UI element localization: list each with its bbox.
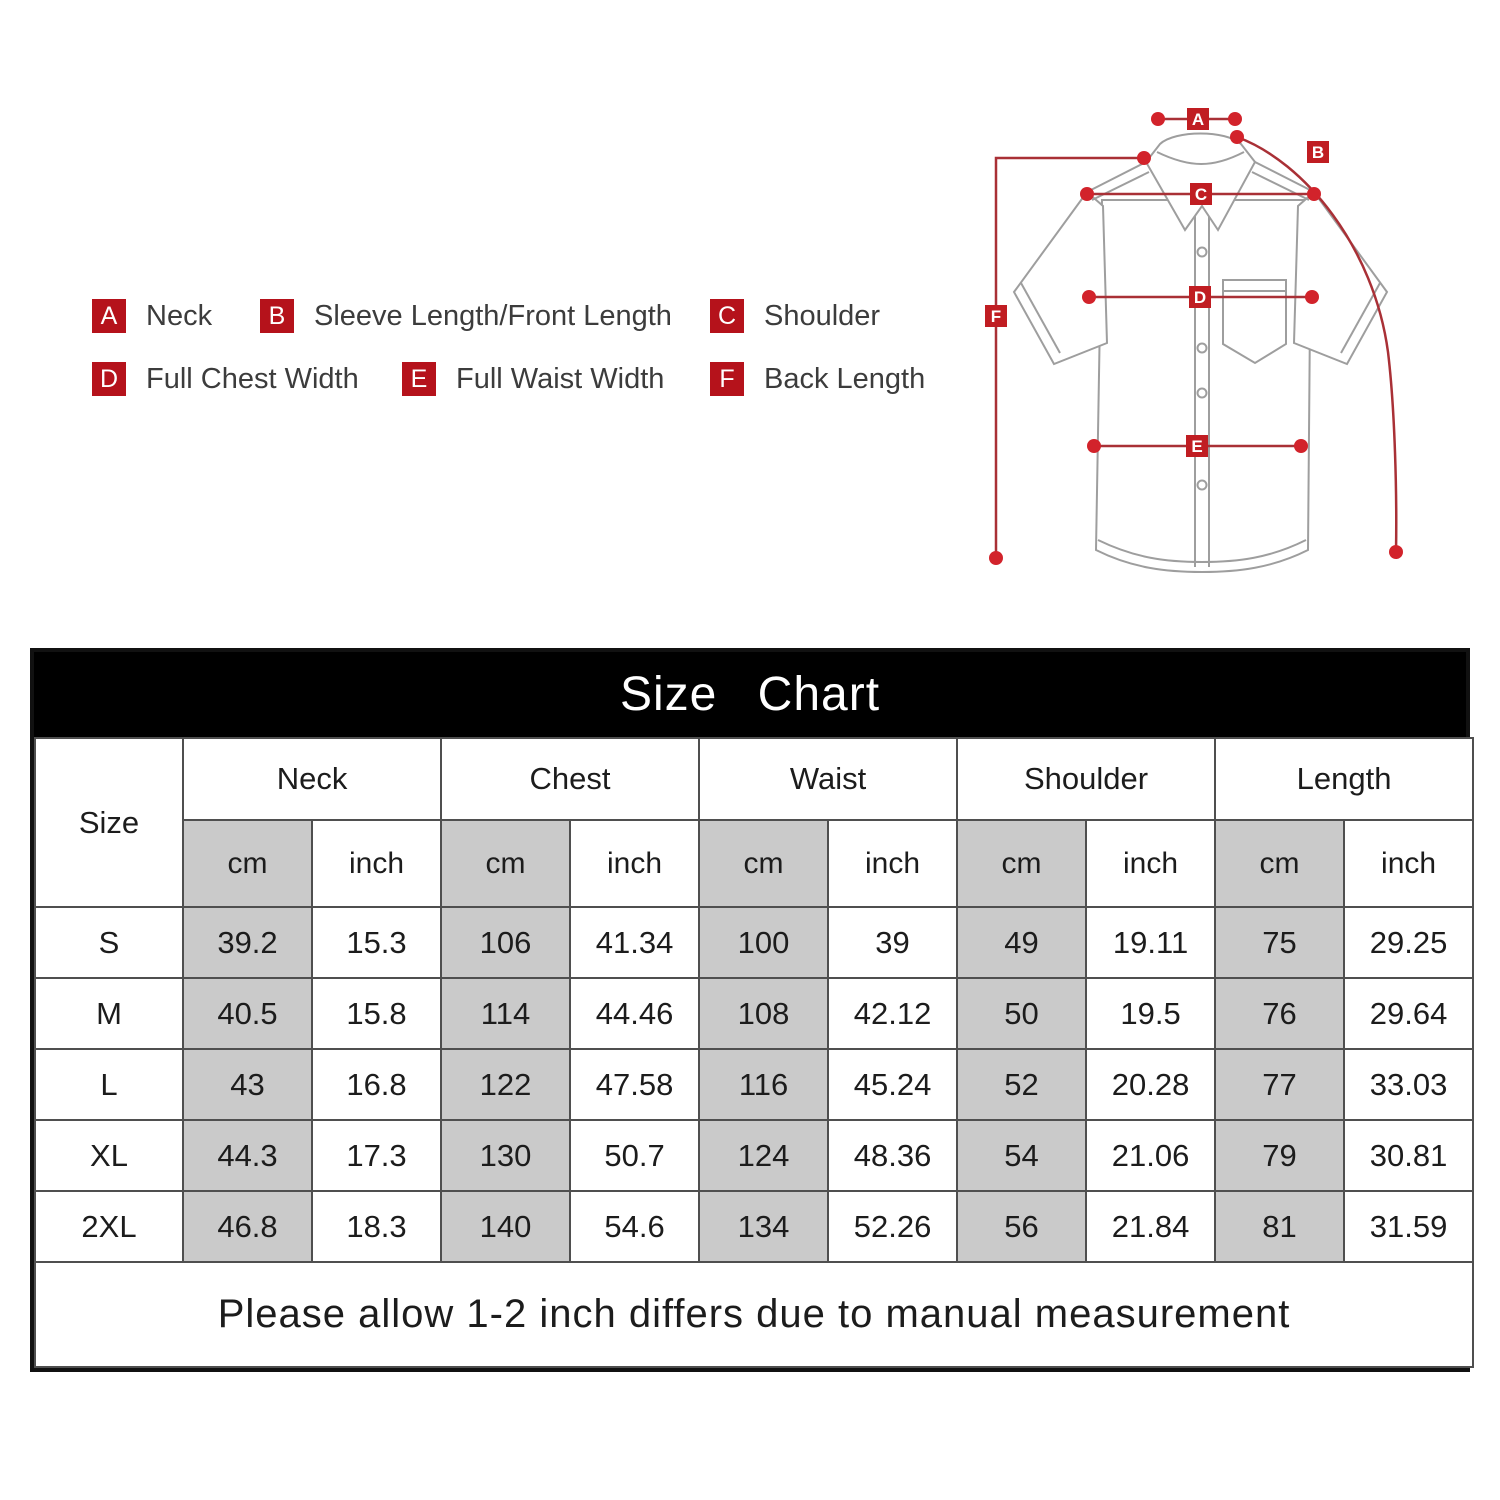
legend-label-sleeve-length: Sleeve Length/Front Length	[314, 299, 672, 332]
value-cell: 44.46	[570, 978, 699, 1049]
value-cell: 41.34	[570, 907, 699, 978]
legend-key-b: B	[260, 299, 294, 333]
size-label: 2XL	[35, 1191, 183, 1262]
value-cell: 31.59	[1344, 1191, 1473, 1262]
value-cell: 48.36	[828, 1120, 957, 1191]
legend-item-back-length	[710, 362, 925, 396]
marker-d: D	[1193, 288, 1207, 307]
marker-a: A	[1191, 110, 1205, 129]
value-cell: 15.3	[312, 907, 441, 978]
value-cell: 100	[699, 907, 828, 978]
legend-item-chest-width	[92, 362, 359, 396]
legend-item-sleeve-length	[260, 299, 672, 333]
value-cell: 124	[699, 1120, 828, 1191]
unit-header-cm: cm	[1215, 820, 1344, 907]
legend-label-neck: Neck	[146, 299, 213, 332]
marker-f: F	[990, 307, 1002, 326]
value-cell: 122	[441, 1049, 570, 1120]
group-header-waist: Waist	[699, 738, 957, 820]
value-cell: 76	[1215, 978, 1344, 1049]
value-cell: 134	[699, 1191, 828, 1262]
unit-header-cm: cm	[957, 820, 1086, 907]
table-row-xl	[35, 1120, 1473, 1191]
value-cell: 106	[441, 907, 570, 978]
unit-header-inch: inch	[1344, 820, 1473, 907]
unit-header-inch: inch	[570, 820, 699, 907]
value-cell: 56	[957, 1191, 1086, 1262]
value-cell: 50	[957, 978, 1086, 1049]
legend-key-d: D	[92, 362, 126, 396]
legend-item-waist-width	[402, 362, 664, 396]
table-row-m	[35, 978, 1473, 1049]
unit-header-cm: cm	[183, 820, 312, 907]
marker-b: B	[1311, 143, 1325, 162]
group-header-chest: Chest	[441, 738, 699, 820]
value-cell: 40.5	[183, 978, 312, 1049]
group-header-shoulder: Shoulder	[957, 738, 1215, 820]
unit-header-cm: cm	[441, 820, 570, 907]
value-cell: 15.8	[312, 978, 441, 1049]
size-label: XL	[35, 1120, 183, 1191]
value-cell: 30.81	[1344, 1120, 1473, 1191]
value-cell: 130	[441, 1120, 570, 1191]
value-cell: 29.64	[1344, 978, 1473, 1049]
unit-header-inch: inch	[1086, 820, 1215, 907]
size-label: M	[35, 978, 183, 1049]
unit-header-cm: cm	[699, 820, 828, 907]
value-cell: 77	[1215, 1049, 1344, 1120]
table-row-2xl	[35, 1191, 1473, 1262]
size-label: S	[35, 907, 183, 978]
size-label: L	[35, 1049, 183, 1120]
size-chart-table	[30, 648, 1470, 1372]
column-group-header-row	[35, 738, 1473, 820]
note-row	[35, 1262, 1473, 1367]
value-cell: 45.24	[828, 1049, 957, 1120]
legend-key-f: F	[710, 362, 744, 396]
legend-label-chest-width: Full Chest Width	[146, 362, 359, 395]
value-cell: 75	[1215, 907, 1344, 978]
value-cell: 54.6	[570, 1191, 699, 1262]
value-cell: 52	[957, 1049, 1086, 1120]
group-header-length: Length	[1215, 738, 1473, 820]
value-cell: 44.3	[183, 1120, 312, 1191]
corner-header: Size	[35, 738, 183, 907]
group-header-neck: Neck	[183, 738, 441, 820]
value-cell: 18.3	[312, 1191, 441, 1262]
value-cell: 39	[828, 907, 957, 978]
value-cell: 17.3	[312, 1120, 441, 1191]
table-title: Size Chart	[34, 652, 1466, 737]
unit-header-inch: inch	[828, 820, 957, 907]
marker-c: C	[1194, 185, 1208, 204]
unit-header-inch: inch	[312, 820, 441, 907]
value-cell: 20.28	[1086, 1049, 1215, 1120]
value-cell: 39.2	[183, 907, 312, 978]
value-cell: 43	[183, 1049, 312, 1120]
measurement-note: Please allow 1-2 inch differs due to manual measurement	[35, 1262, 1473, 1367]
value-cell: 46.8	[183, 1191, 312, 1262]
value-cell: 81	[1215, 1191, 1344, 1262]
unit-header-row	[35, 820, 1473, 907]
legend-key-e: E	[402, 362, 436, 396]
marker-e: E	[1191, 437, 1203, 456]
value-cell: 49	[957, 907, 1086, 978]
value-cell: 116	[699, 1049, 828, 1120]
value-cell: 108	[699, 978, 828, 1049]
value-cell: 140	[441, 1191, 570, 1262]
legend-label-back-length: Back Length	[764, 362, 926, 395]
value-cell: 47.58	[570, 1049, 699, 1120]
legend-item-neck	[92, 299, 212, 333]
value-cell: 52.26	[828, 1191, 957, 1262]
value-cell: 19.11	[1086, 907, 1215, 978]
value-cell: 79	[1215, 1120, 1344, 1191]
legend-key-a: A	[92, 299, 126, 333]
shirt-measurement-diagram	[950, 80, 1470, 600]
table-row-l	[35, 1049, 1473, 1120]
legend-item-shoulder	[710, 299, 880, 333]
legend-label-waist-width: Full Waist Width	[456, 362, 665, 395]
table-row-s	[35, 907, 1473, 978]
value-cell: 19.5	[1086, 978, 1215, 1049]
value-cell: 114	[441, 978, 570, 1049]
value-cell: 42.12	[828, 978, 957, 1049]
value-cell: 21.06	[1086, 1120, 1215, 1191]
value-cell: 29.25	[1344, 907, 1473, 978]
value-cell: 16.8	[312, 1049, 441, 1120]
legend-key-c: C	[710, 299, 744, 333]
value-cell: 21.84	[1086, 1191, 1215, 1262]
value-cell: 54	[957, 1120, 1086, 1191]
value-cell: 33.03	[1344, 1049, 1473, 1120]
value-cell: 50.7	[570, 1120, 699, 1191]
legend-label-shoulder: Shoulder	[764, 299, 881, 332]
